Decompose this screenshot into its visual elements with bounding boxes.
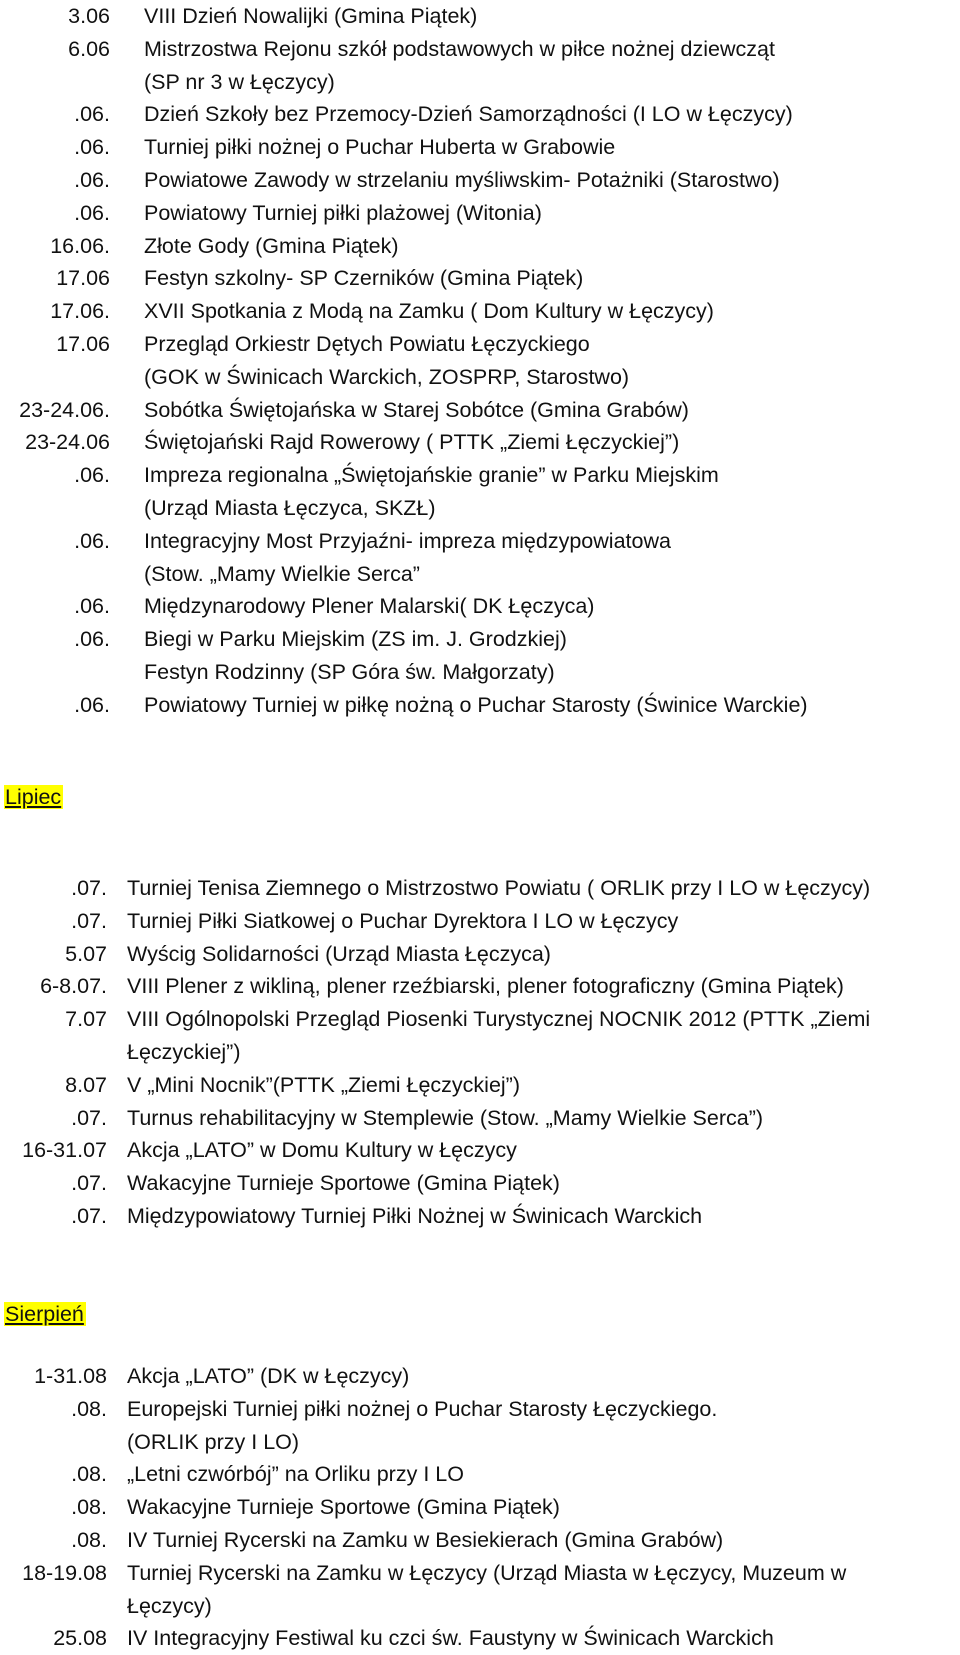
event-date: 23-24.06 xyxy=(25,430,110,455)
event-description xyxy=(144,230,399,263)
event-date: .06. xyxy=(74,528,110,553)
event-row xyxy=(0,98,960,131)
event-row xyxy=(0,1524,960,1557)
event-description xyxy=(144,164,780,197)
event-description-line: (Urząd Miasta Łęczyca, SKZŁ) xyxy=(144,495,436,520)
event-description xyxy=(144,98,793,131)
event-description xyxy=(127,938,551,971)
august-events-list xyxy=(0,1360,960,1655)
event-row xyxy=(0,689,960,722)
event-row xyxy=(0,328,960,394)
event-description xyxy=(127,1622,774,1655)
event-row xyxy=(0,1134,960,1167)
event-description-line: Akcja „LATO” (DK w Łęczycy) xyxy=(127,1364,410,1388)
july-events-list xyxy=(0,872,960,1233)
event-date: .08. xyxy=(71,1495,107,1520)
event-row xyxy=(0,525,960,591)
event-date: 5.07 xyxy=(65,941,107,966)
event-date: .06. xyxy=(74,167,110,192)
event-description-line: Integracyjny Most Przyjaźni- impreza międzypowiatowa xyxy=(144,528,671,553)
event-row xyxy=(0,1200,960,1233)
event-description xyxy=(144,33,775,99)
event-description xyxy=(127,905,678,938)
event-row xyxy=(0,1003,960,1069)
event-description-line: (SP nr 3 w Łęczycy) xyxy=(144,69,335,94)
event-row xyxy=(0,0,960,33)
event-description-line: Międzypowiatowy Turniej Piłki Nożnej w Świnicach Warckich xyxy=(127,1203,703,1228)
event-description-line: Festyn Rodzinny (SP Góra św. Małgorzaty) xyxy=(144,659,555,684)
event-row xyxy=(0,1167,960,1200)
event-description-line: Powiatowy Turniej w piłkę nożną o Puchar Starosty (Świnice Warckie) xyxy=(144,692,808,717)
event-description-line: (ORLIK przy I LO) xyxy=(127,1429,300,1454)
event-row xyxy=(0,1393,960,1459)
event-description xyxy=(144,197,542,230)
event-date: .06. xyxy=(74,627,110,652)
event-description-line: VIII Plener z wikliną, plener rzeźbiarski, plener fotograficzny (Gmina Piątek) xyxy=(127,974,844,999)
event-date: 1-31.08 xyxy=(34,1364,107,1388)
event-description xyxy=(144,0,477,33)
event-date: 25.08 xyxy=(53,1626,107,1651)
june-events-list xyxy=(0,0,960,722)
event-date: .06. xyxy=(74,463,110,488)
event-row xyxy=(0,33,960,99)
event-date: 7.07 xyxy=(65,1007,107,1032)
event-description xyxy=(144,426,679,459)
event-description xyxy=(144,459,719,525)
event-date: .08. xyxy=(71,1396,107,1421)
month-heading-august xyxy=(4,1300,86,1328)
event-row xyxy=(0,459,960,525)
event-description-line: IV Integracyjny Festiwal ku czci św. Faustyny w Świnicach Warckich xyxy=(127,1626,774,1651)
event-description xyxy=(144,131,615,164)
event-row xyxy=(0,1458,960,1491)
event-row xyxy=(0,1491,960,1524)
event-date: .08. xyxy=(71,1527,107,1552)
event-description xyxy=(127,1491,560,1524)
event-description-line: Mistrzostwa Rejonu szkół podstawowych w piłce nożnej dziewcząt xyxy=(144,36,775,61)
event-description xyxy=(144,590,594,623)
event-description-line: V „Mini Nocnik”(PTTK „Ziemi Łęczyckiej”) xyxy=(127,1072,521,1097)
event-date: 23-24.06. xyxy=(19,397,110,422)
event-date: .07. xyxy=(71,1171,107,1196)
event-description-line: Turniej Tenisa Ziemnego o Mistrzostwo Powiatu ( ORLIK przy I LO w Łęczycy) xyxy=(127,876,871,900)
month-heading-july xyxy=(4,783,63,811)
event-description-line: Festyn szkolny- SP Czerników (Gmina Piątek) xyxy=(144,266,584,291)
event-description-line: (Stow. „Mamy Wielkie Serca” xyxy=(144,561,420,586)
event-row xyxy=(0,295,960,328)
event-description-line: Europejski Turniej piłki nożnej o Puchar Starosty Łęczyckiego. xyxy=(127,1396,718,1421)
event-date: 6-8.07. xyxy=(40,974,107,999)
event-description xyxy=(144,394,689,427)
event-description xyxy=(144,328,629,394)
event-description xyxy=(127,1524,723,1557)
event-row xyxy=(0,230,960,263)
event-date: .06. xyxy=(74,594,110,619)
event-description xyxy=(127,1200,702,1233)
event-description-line: Świętojański Rajd Rowerowy ( PTTK „Ziemi Łęczyckiej”) xyxy=(144,430,680,455)
event-description xyxy=(127,1134,517,1167)
month-heading-july-text: Lipiec xyxy=(5,785,62,809)
event-description-line: Wyścig Solidarności (Urząd Miasta Łęczyca) xyxy=(127,941,551,966)
event-row xyxy=(0,262,960,295)
event-row xyxy=(0,164,960,197)
event-row xyxy=(0,197,960,230)
event-description xyxy=(127,1557,846,1623)
event-date: .06. xyxy=(74,692,110,717)
event-date: 17.06 xyxy=(56,331,110,356)
event-date: .07. xyxy=(71,1203,107,1228)
event-date: .06. xyxy=(74,135,110,160)
event-date: .06. xyxy=(74,102,110,127)
event-date: .06. xyxy=(74,200,110,225)
event-row xyxy=(0,905,960,938)
event-date: .07. xyxy=(71,1105,107,1130)
event-description xyxy=(144,623,567,689)
event-date: .07. xyxy=(71,876,107,900)
event-description xyxy=(127,1458,464,1491)
event-description-line: XVII Spotkania z Modą na Zamku ( Dom Kultury w Łęczycy) xyxy=(144,299,714,324)
event-description-line: Biegi w Parku Miejskim (ZS im. J. Grodzkiej) xyxy=(144,627,567,652)
month-heading-august-text: Sierpień xyxy=(5,1302,84,1326)
event-date: 17.06 xyxy=(56,266,110,291)
event-row xyxy=(0,623,960,689)
event-row xyxy=(0,1102,960,1135)
event-date: 6.06 xyxy=(68,36,110,61)
event-description-line: Powiatowe Zawody w strzelaniu myśliwskim- Potażniki (Starostwo) xyxy=(144,167,780,192)
event-row xyxy=(0,1360,960,1393)
event-description-line: VIII Ogólnopolski Przegląd Piosenki Turystycznej NOCNIK 2012 (PTTK „Ziemi xyxy=(127,1007,871,1032)
event-row xyxy=(0,970,960,1003)
event-description xyxy=(127,1393,717,1459)
event-description xyxy=(127,1167,560,1200)
event-date: 3.06 xyxy=(68,4,110,28)
event-description-line: Wakacyjne Turnieje Sportowe (Gmina Piątek) xyxy=(127,1171,560,1196)
event-row xyxy=(0,590,960,623)
event-description-line: Turniej Piłki Siatkowej o Puchar Dyrektora I LO w Łęczycy xyxy=(127,908,679,933)
event-date: .07. xyxy=(71,908,107,933)
event-description xyxy=(144,295,714,328)
event-row xyxy=(0,1069,960,1102)
event-description-line: Łęczycy) xyxy=(127,1593,212,1618)
event-description-line: Dzień Szkoły bez Przemocy-Dzień Samorządności (I LO w Łęczycy) xyxy=(144,102,793,127)
event-row xyxy=(0,131,960,164)
event-description xyxy=(144,262,583,295)
event-description-line: Międzynarodowy Plener Malarski( DK Łęczyca) xyxy=(144,594,595,619)
event-description-line: Złote Gody (Gmina Piątek) xyxy=(144,233,399,258)
event-date: 8.07 xyxy=(65,1072,107,1097)
event-description xyxy=(144,689,808,722)
event-description-line: Wakacyjne Turnieje Sportowe (Gmina Piątek) xyxy=(127,1495,560,1520)
event-row xyxy=(0,1557,960,1623)
event-date: 17.06. xyxy=(50,299,110,324)
event-row xyxy=(0,938,960,971)
event-description-line: IV Turniej Rycerski na Zamku w Besiekierach (Gmina Grabów) xyxy=(127,1527,724,1552)
event-description xyxy=(127,1360,409,1393)
event-description xyxy=(127,1102,763,1135)
event-date: 16-31.07 xyxy=(22,1138,107,1163)
event-description-line: (GOK w Świnicach Warckich, ZOSPRP, Starostwo) xyxy=(144,364,630,389)
event-description xyxy=(127,1069,520,1102)
event-description-line: Przegląd Orkiestr Dętych Powiatu Łęczyckiego xyxy=(144,331,590,356)
event-description-line: Sobótka Świętojańska w Starej Sobótce (Gmina Grabów) xyxy=(144,397,689,422)
event-description-line: Turniej piłki nożnej o Puchar Huberta w Grabowie xyxy=(144,135,616,160)
event-description xyxy=(127,872,870,905)
event-row xyxy=(0,426,960,459)
event-description-line: VIII Dzień Nowalijki (Gmina Piątek) xyxy=(144,4,478,28)
event-description-line: Akcja „LATO” w Domu Kultury w Łęczycy xyxy=(127,1138,517,1163)
event-description-line: Powiatowy Turniej piłki plażowej (Witonia) xyxy=(144,200,542,225)
event-date: 16.06. xyxy=(50,233,110,258)
event-description xyxy=(127,970,844,1003)
event-row xyxy=(0,394,960,427)
event-description-line: Impreza regionalna „Świętojańskie granie” w Parku Miejskim xyxy=(144,463,719,488)
event-row xyxy=(0,1622,960,1655)
event-description xyxy=(144,525,671,591)
event-description-line: „Letni czwórbój” na Orliku przy I LO xyxy=(127,1462,464,1487)
event-description-line: Turniej Rycerski na Zamku w Łęczycy (Urząd Miasta w Łęczycy, Muzeum w xyxy=(127,1560,847,1585)
event-description-line: Łęczyckiej”) xyxy=(127,1039,241,1064)
event-date: 18-19.08 xyxy=(22,1560,107,1585)
event-row xyxy=(0,872,960,905)
event-description-line: Turnus rehabilitacyjny w Stemplewie (Stow. „Mamy Wielkie Serca”) xyxy=(127,1105,764,1130)
event-description xyxy=(127,1003,870,1069)
event-date: .08. xyxy=(71,1462,107,1487)
